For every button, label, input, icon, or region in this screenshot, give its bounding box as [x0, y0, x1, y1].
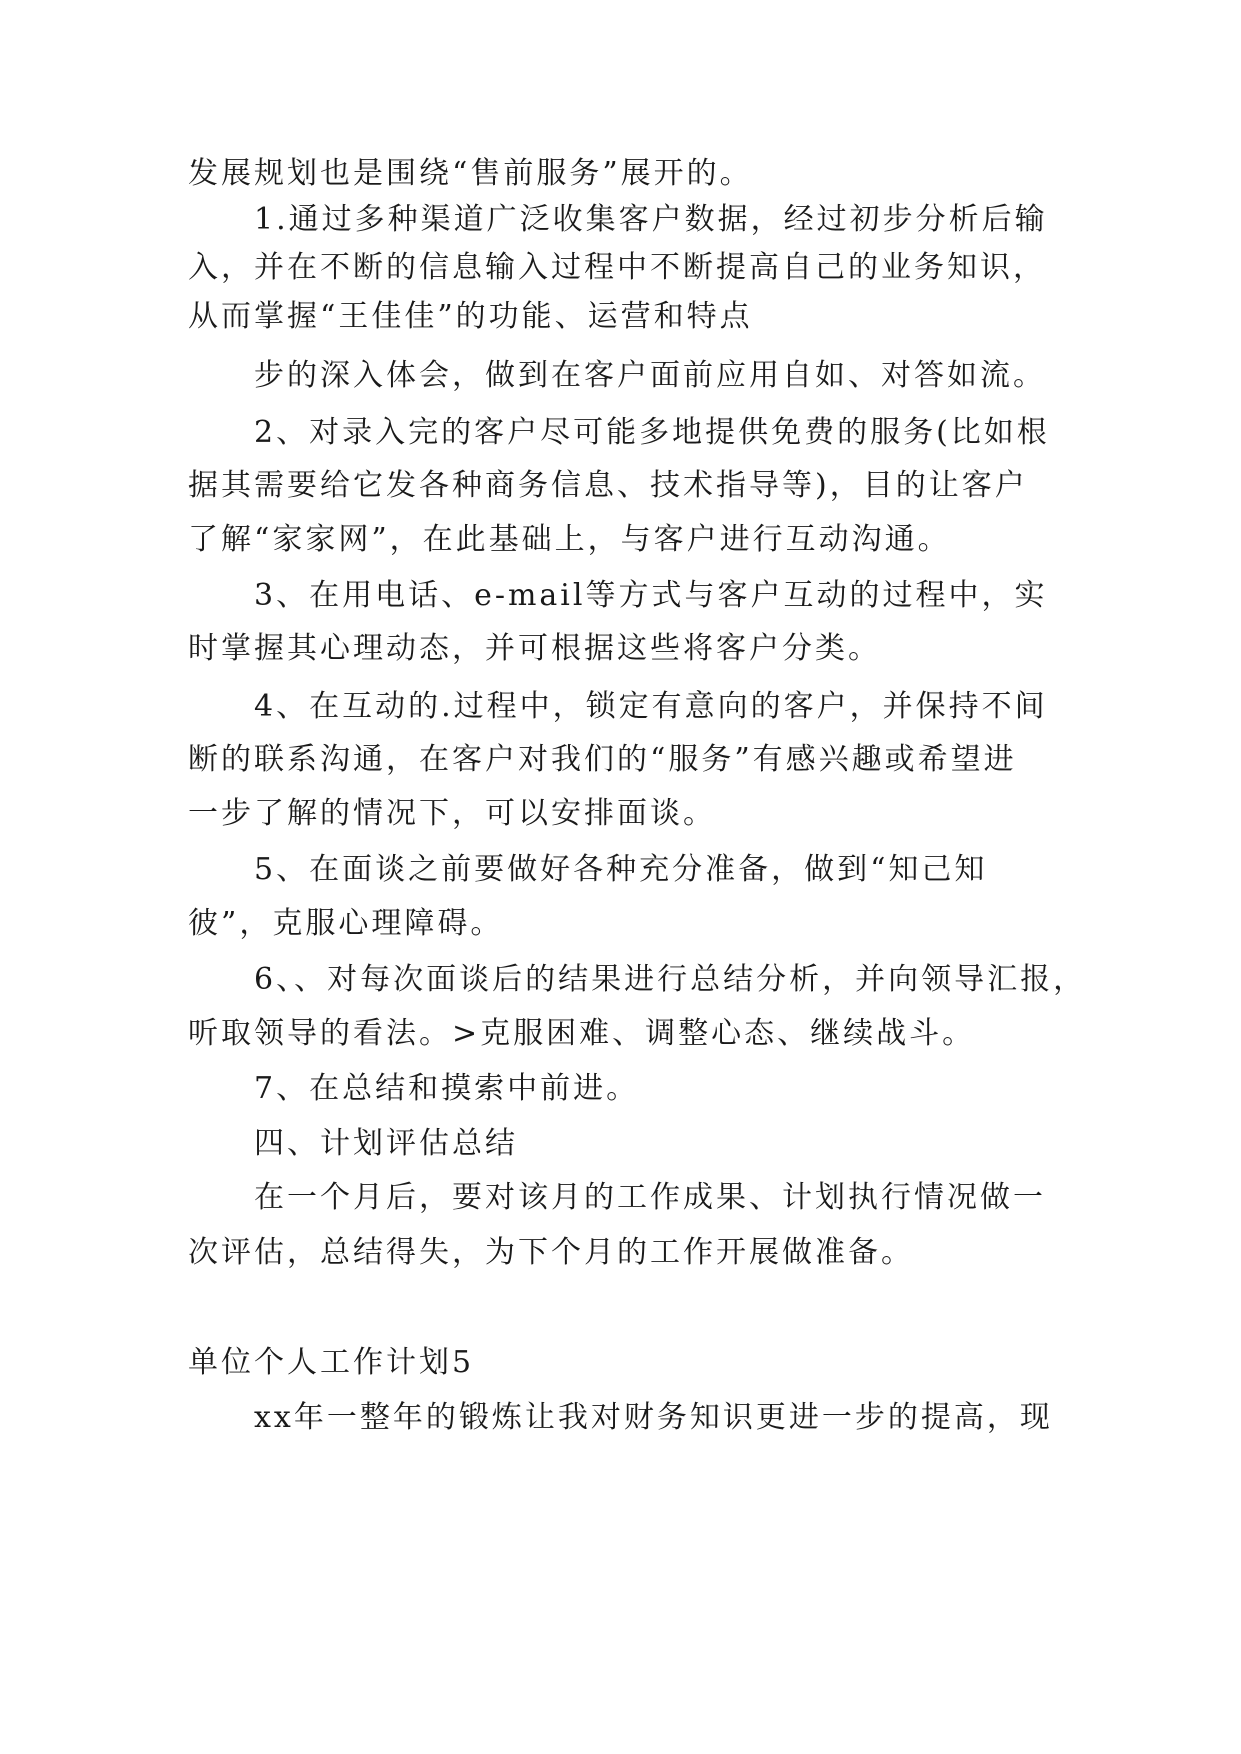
paragraph-line: 4、在互动的.过程中，锁定有意向的客户，并保持不间 [254, 689, 1048, 724]
paragraph-line: xx年一整年的锻炼让我对财务知识更进一步的提高，现 [254, 1400, 1053, 1435]
paragraph-line: 5、在面谈之前要做好各种充分准备，做到“知己知 [254, 852, 988, 887]
paragraph-line: 据其需要给它发各种商务信息、技术指导等)，目的让客户 [188, 468, 1028, 503]
paragraph-line: 1.通过多种渠道广泛收集客户数据，经过初步分析后输 [254, 202, 1048, 237]
paragraph-line: 6、、对每次面谈后的结果进行总结分析，并向领导汇报， [254, 962, 1087, 997]
paragraph-line: 从而掌握“王佳佳”的功能、运营和特点 [188, 299, 753, 334]
paragraph-line: 一步了解的情况下，可以安排面谈。 [188, 796, 716, 831]
paragraph-line: 7、在总结和摸索中前进。 [254, 1071, 640, 1106]
section-heading: 四、计划评估总结 [254, 1126, 518, 1161]
paragraph-line: 时掌握其心理动态，并可根据这些将客户分类。 [188, 631, 881, 666]
paragraph-line: 了解“家家网”，在此基础上，与客户进行互动沟通。 [188, 522, 951, 557]
paragraph-line: 入，并在不断的信息输入过程中不断提高自己的业务知识， [188, 250, 1046, 285]
paragraph-line: 断的联系沟通，在客户对我们的“服务”有感兴趣或希望进 [188, 742, 1017, 777]
paragraph-line: 次评估，总结得失，为下个月的工作开展做准备。 [188, 1235, 914, 1270]
paragraph-line: 发展规划也是围绕“售前服务”展开的。 [188, 156, 753, 191]
paragraph-line: 在一个月后，要对该月的工作成果、计划执行情况做一 [254, 1180, 1046, 1215]
paragraph-line: 听取领导的看法。>克服困难、调整心态、继续战斗。 [188, 1016, 976, 1051]
paragraph-line: 彼”，克服心理障碍。 [188, 906, 504, 941]
paragraph-line: 3、在用电话、e-mail等方式与客户互动的过程中，实 [254, 578, 1048, 613]
paragraph-line: 2、对录入完的客户尽可能多地提供免费的服务(比如根 [254, 415, 1050, 450]
document-title: 单位个人工作计划5 [188, 1345, 475, 1380]
paragraph-line: 步的深入体会，做到在客户面前应用自如、对答如流。 [254, 358, 1046, 393]
